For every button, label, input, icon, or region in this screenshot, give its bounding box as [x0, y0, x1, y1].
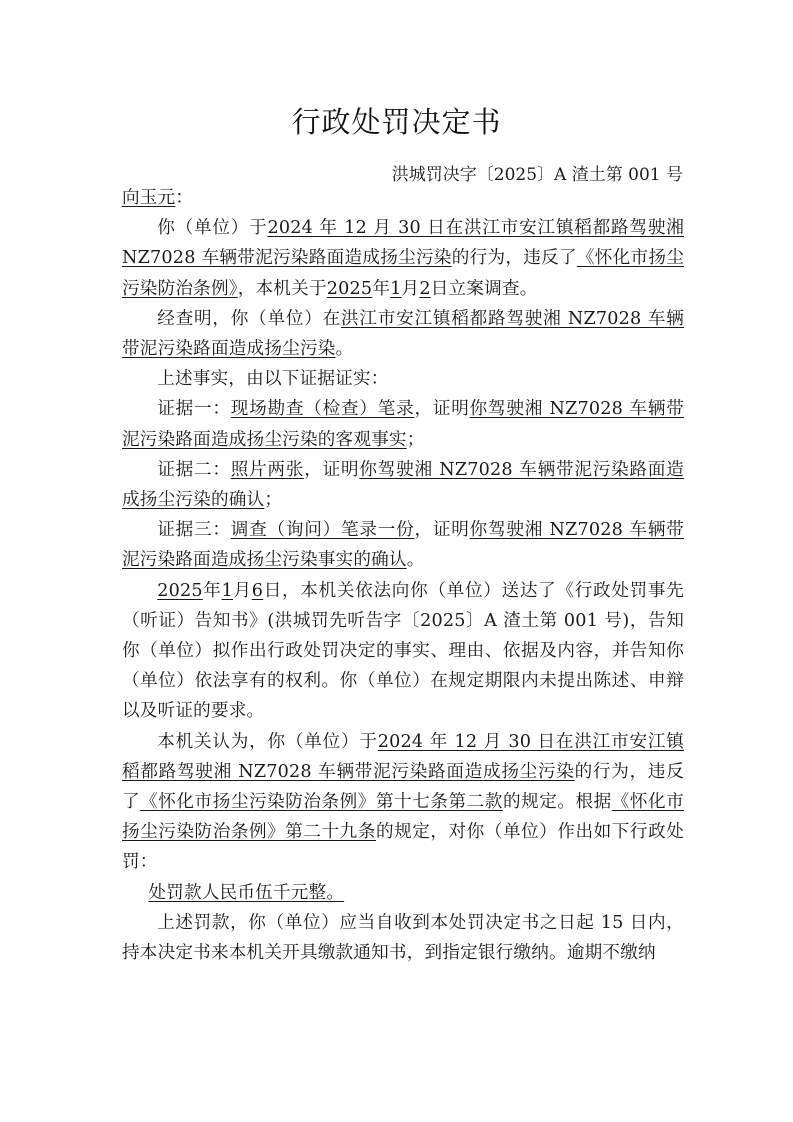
paragraph-findings: 经查明，你（单位）在洪江市安江镇稻都路驾驶湘 NZ7028 车辆带泥污染路面造成扬尘污染。 — [122, 308, 684, 360]
violated-article: 《怀化市扬尘污染防治条例》第十七条第二款 — [140, 792, 503, 813]
evidence-1: 证据一：现场勘查（检查）笔录，证明你驾驶湘 NZ7028 车辆带泥污染路面造成扬尘污染的客观事实； — [122, 399, 684, 450]
paragraph-notification: 2025年1月6日，本机关依法向你（单位）送达了《行政处罚事先（听证）告知书》(洪城罚先听告字〔2025〕A 渣土第 001 号)，告知你（单位）拟作出行政处罚决定的事实、理由、依据及内容，并告知你（单位）依法享有的权利。你（单位）在规定期限内未提出陈述、申辩以及听证的要求。 — [122, 580, 685, 722]
penalty-amount: 处罚款人民币伍千元整。 — [148, 882, 345, 903]
paragraph-facts-intro: 你（单位）于2024 年 12 月 30 日在洪江市安江镇稻都路驾驶湘 NZ7028 车辆带泥污染路面造成扬尘污染的行为，违反了《怀化市扬尘污染防治条例》，本机关于2025年1月2日立案调查。 — [122, 218, 684, 299]
evidence-2: 证据二：照片两张，证明你驾驶湘 NZ7028 车辆带泥污染路面造成扬尘污染的确认； — [122, 459, 685, 511]
evidence-1-item: 现场勘查（检查）笔录 — [230, 399, 415, 420]
evidence-2-proof: 你驾驶湘 NZ7028 车辆带泥污染路面造成扬尘污染的确认 — [122, 459, 685, 511]
regulation-name: 《怀化市扬尘污染防治条例》 — [122, 248, 684, 299]
evidence-3-item: 调查（询问）笔录一份 — [230, 520, 415, 541]
evidence-3-proof: 你驾驶湘 NZ7028 车辆带泥污染路面造成扬尘污染事实的确认 — [122, 520, 684, 571]
paragraph-evidence-intro: 上述事实，由以下证据证实： — [157, 369, 389, 390]
findings-description: 洪江市安江镇稻都路驾驶湘 NZ7028 车辆带泥污染路面造成扬尘污染 — [122, 308, 684, 360]
recipient-name: 向玉元 — [122, 188, 176, 208]
document-number: 洪城罚决字〔2025〕A 渣土第 001 号 — [391, 165, 683, 185]
filing-month: 1 — [390, 278, 402, 299]
notice-year: 2025 — [157, 580, 203, 601]
notice-month: 1 — [221, 580, 233, 601]
penalty-article: 《怀化市扬尘污染防治条例》第二十九条 — [122, 792, 684, 843]
evidence-3: 证据三：调查（询问）笔录一份，证明你驾驶湘 NZ7028 车辆带泥污染路面造成扬尘污染事实的确认。 — [122, 520, 684, 571]
notice-day: 6 — [251, 580, 264, 601]
document-body — [122, 183, 684, 968]
determination-violation: 2024 年 12 月 30 日在洪江市安江镇稻都路驾驶湘 NZ7028 车辆带泥污染路面造成扬尘污染 — [122, 731, 684, 782]
evidence-1-proof: 你驾驶湘 NZ7028 车辆带泥污染路面造成扬尘污染的客观事实 — [122, 399, 684, 450]
filing-day: 2 — [419, 278, 431, 299]
paragraph-penalty — [122, 878, 684, 908]
paragraph-payment: 上述罚款，你（单位）应当自收到本处罚决定书之日起 15 日内，持本决定书来本机关开具缴款通知书，到指定银行缴纳。逾期不缴纳 — [122, 912, 684, 964]
violation-description: 2024 年 12 月 30 日在洪江市安江镇稻都路驾驶湘 NZ7028 车辆带泥污染路面造成扬尘污染 — [122, 218, 684, 269]
filing-year: 2025 — [326, 278, 373, 299]
document-title: 行政处罚决定书 — [291, 105, 502, 139]
recipient-line: 向玉元： — [122, 188, 194, 208]
evidence-2-item: 照片两张 — [230, 459, 305, 480]
paragraph-determination: 本机关认为，你（单位）于2024 年 12 月 30 日在洪江市安江镇稻都路驾驶湘 NZ7028 车辆带泥污染路面造成扬尘污染的行为，违反了《怀化市扬尘污染防治条例》第十七条第二款的规定。根据《怀化市扬尘污染防治条例》第二十九条的规定，对你（单位）作出如下行政处罚： — [122, 731, 684, 873]
